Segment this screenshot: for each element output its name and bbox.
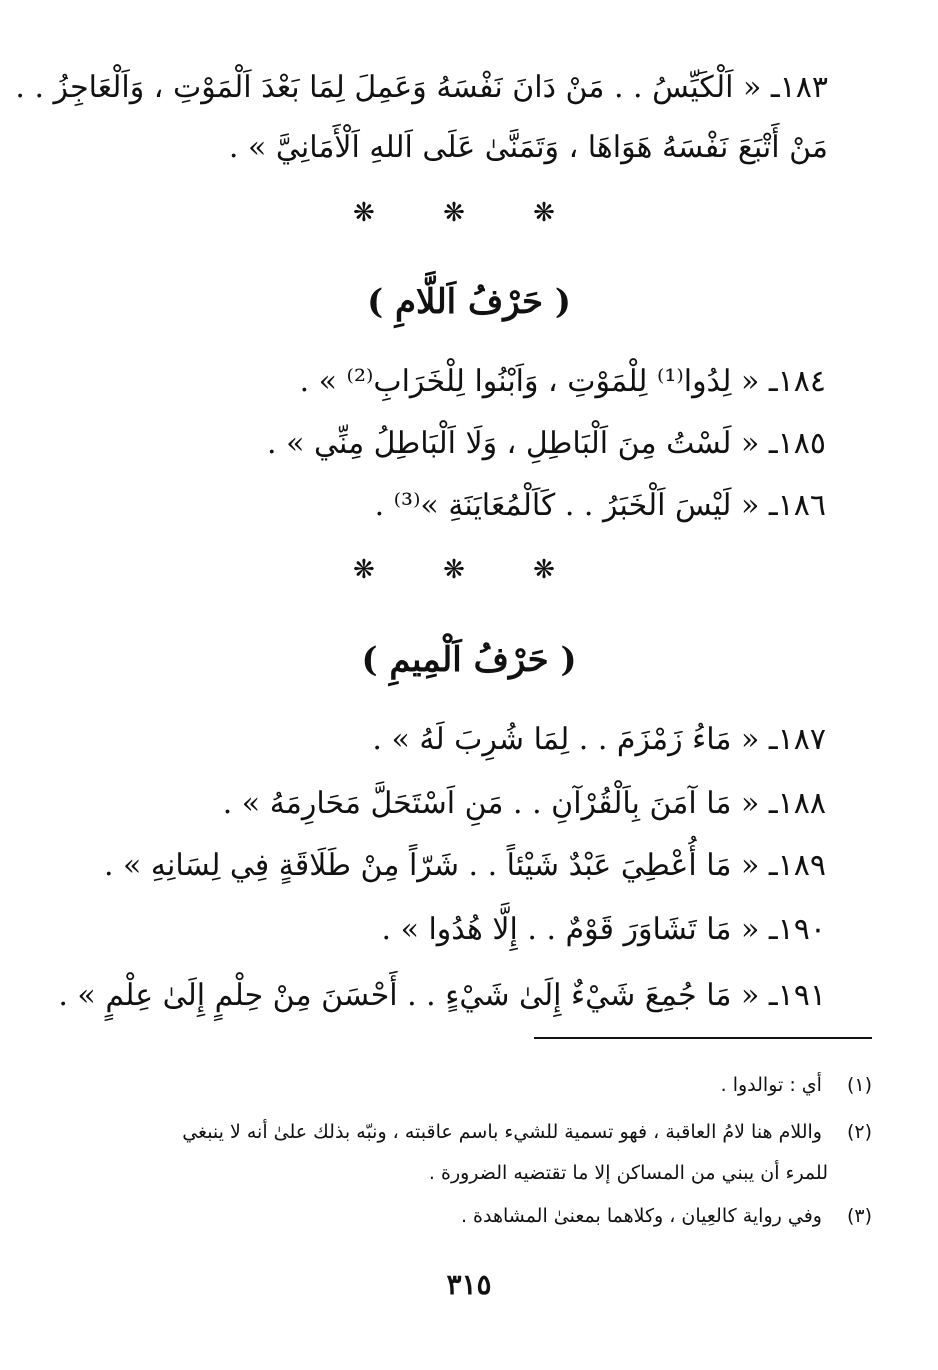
page-number: ٣١٥ [446,1268,492,1301]
footnote-text: وفي رواية كالعِيان ، وكلاهما بمعنىٰ المشاهدة . [460,1205,822,1227]
footnote-number: (٣) [846,1205,872,1227]
footnote-number: (٢) [846,1121,872,1143]
hadith-187: ١٨٧ـ « مَاءُ زَمْزَمَ . . لِمَا شُرِبَ لَهُ » . [372,722,826,757]
footnote-divider [534,1037,872,1039]
hadith-186: ١٨٦ـ « لَيْسَ اَلْخَبَرُ . . كَاَلْمُعَايَنَةِ »⁽³⁾ . [374,488,826,523]
footnote-1 [112,1070,872,1100]
hadith-185: ١٨٥ـ « لَسْتُ مِنَ اَلْبَاطِلِ ، وَلَا اَلْبَاطِلُ مِنِّي » . [267,426,826,461]
footnote-number: (١) [846,1074,872,1096]
footnote-text: أي : توالدوا . [720,1074,822,1096]
hadith-183-line-1: ١٨٣ـ « اَلْكَيِّسُ . . مَنْ دَانَ نَفْسَهُ وَعَمِلَ لِمَا بَعْدَ اَلْمَوْتِ ، وَاَلْعَاجِزُ . . [15,70,828,105]
footnote-2-continuation: للمرء أن يبني من المساكن إلا ما تقتضيه الضرورة . [428,1162,828,1184]
hadith-188: ١٨٨ـ « مَا آمَنَ بِاَلْقُرْآنِ . . مَنِ اَسْتَحَلَّ مَحَارِمَهُ » . [222,786,826,821]
hadith-183-line-2: مَنْ أَتْبَعَ نَفْسَهُ هَوَاهَا ، وَتَمَنَّىٰ عَلَى اَللهِ اَلْأَمَانِيَّ » . [228,130,828,165]
footnote-2 [112,1117,872,1147]
hadith-184: ١٨٤ـ « لِدُوا⁽¹⁾ لِلْمَوْتِ ، وَاَبْنُوا لِلْخَرَابِ⁽²⁾ » . [299,364,826,399]
section-separator-stars: ❋ ❋ ❋ [353,198,585,228]
section-heading-lam: ( حَرْفُ اَللَّامِ ) [367,282,571,322]
hadith-189: ١٨٩ـ « مَا أُعْطِيَ عَبْدٌ شَيْئاً . . شَرّاً مِنْ طَلَاقَةٍ فِي لِسَانِهِ » . [103,848,826,883]
section-heading-mim: ( حَرْفُ اَلْمِيمِ ) [361,640,577,680]
footnote-3 [112,1201,872,1231]
hadith-191: ١٩١ـ « مَا جُمِعَ شَيْءٌ إِلَىٰ شَيْءٍ . . أَحْسَنَ مِنْ حِلْمٍ إِلَىٰ عِلْمٍ » . [58,978,826,1013]
section-separator-stars: ❋ ❋ ❋ [353,555,585,585]
hadith-190: ١٩٠ـ « مَا تَشَاوَرَ قَوْمٌ . . إِلَّا هُدُوا » . [381,912,826,947]
footnote-text: واللام هنا لامُ العاقبة ، فهو تسمية للشيء باسم عاقبته ، ونبّه بذلك علىٰ أنه لا ينبغي [182,1121,822,1143]
